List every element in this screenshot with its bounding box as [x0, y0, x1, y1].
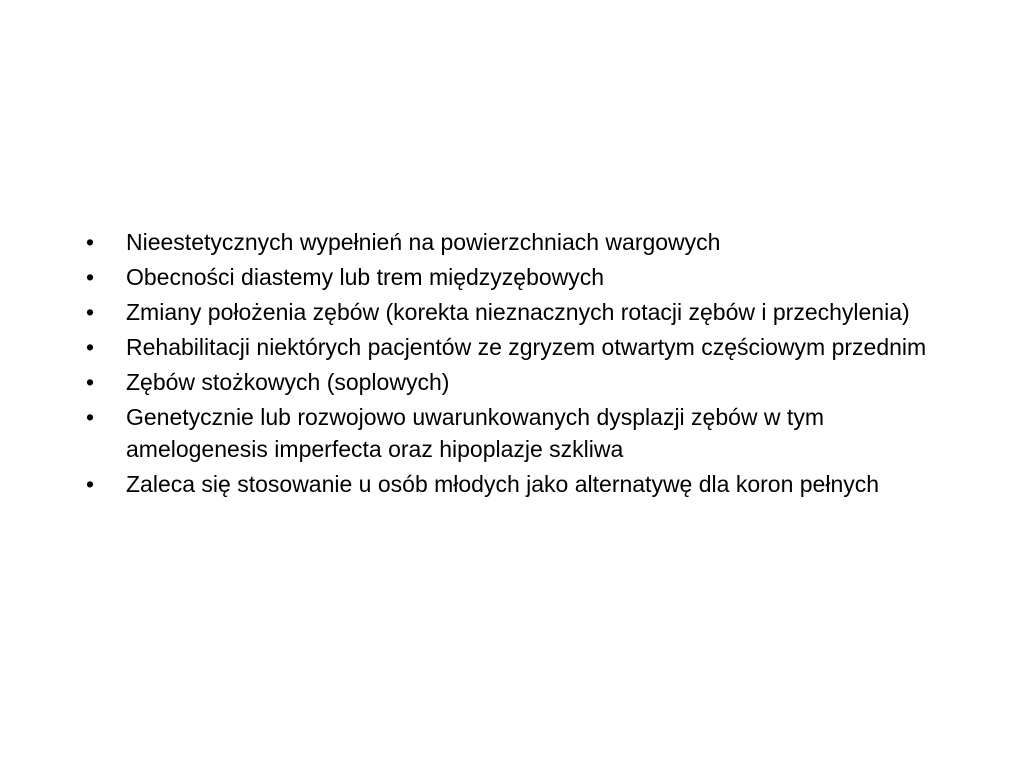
list-item-text: Zmiany położenia zębów (korekta nieznacznych rotacji zębów i przechylenia): [126, 299, 910, 325]
bullet-icon: •: [86, 229, 95, 255]
list-item-text: Nieestetycznych wypełnień na powierzchniach wargowych: [126, 229, 721, 255]
bullet-icon: •: [86, 334, 95, 360]
bullet-icon: •: [86, 369, 95, 395]
list-item-text: Obecności diastemy lub trem międzyzębowych: [126, 264, 605, 290]
list-item-text: Zaleca się stosowanie u osób młodych jako alternatywę dla koron pełnych: [126, 471, 880, 497]
list-item: [86, 401, 946, 465]
bullet-icon: •: [86, 404, 95, 430]
bullet-list: [86, 226, 946, 503]
bullet-icon: •: [86, 299, 95, 325]
list-item: [86, 226, 946, 258]
list-item-text: Rehabilitacji niektórych pacjentów ze zgryzem otwartym częściowym przednim: [126, 334, 927, 360]
list-item: [86, 261, 946, 293]
list-item: [86, 331, 946, 363]
list-item-text: Zębów stożkowych (soplowych): [126, 369, 450, 395]
bullet-icon: •: [86, 471, 95, 497]
list-item: [86, 296, 946, 328]
list-item-text: Genetycznie lub rozwojowo uwarunkowanych dysplazji zębów w tym amelogenesis imperfecta oraz hipoplazje szkliwa: [126, 404, 824, 462]
bullet-icon: •: [86, 264, 95, 290]
list-item: [86, 468, 946, 500]
list-item: [86, 366, 946, 398]
